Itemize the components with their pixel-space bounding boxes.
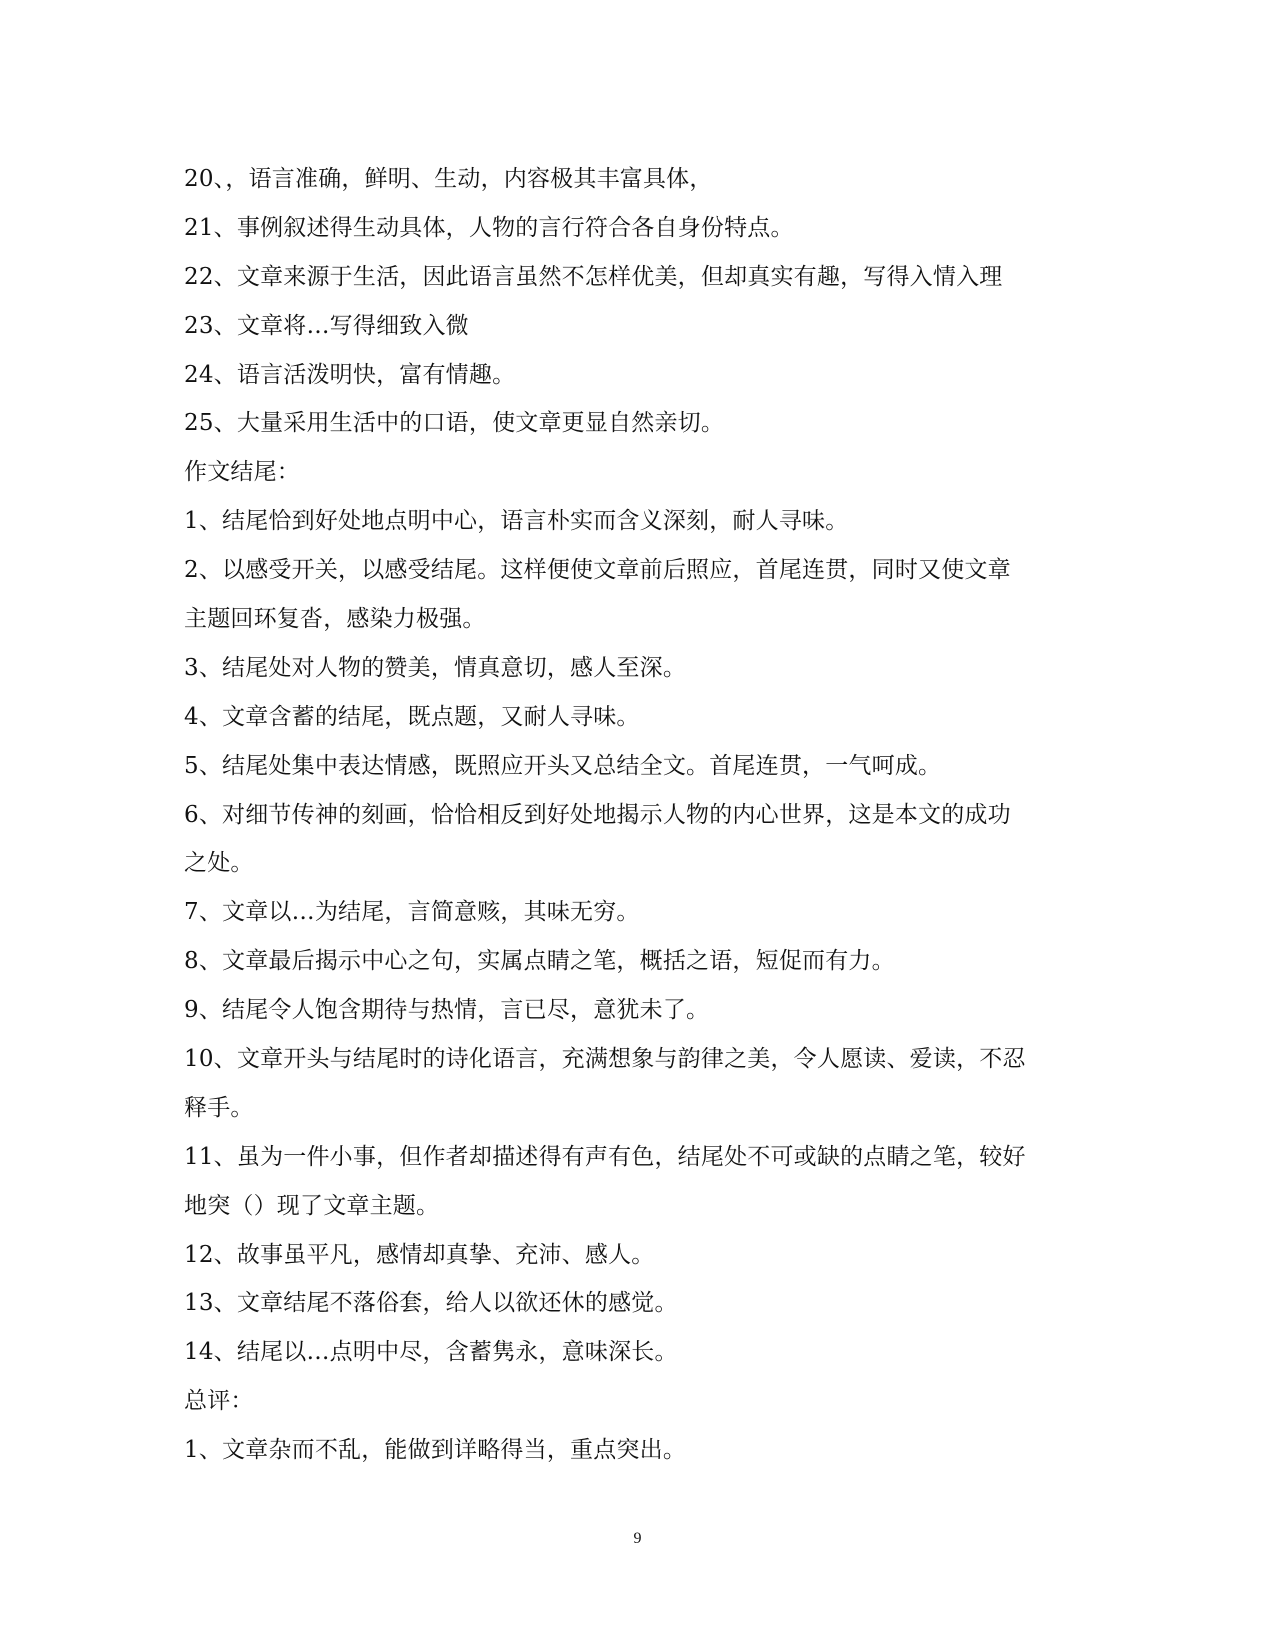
- text-line: 11、虽为一件小事，但作者却描述得有声有色，结尾处不可或缺的点睛之笔，较好: [184, 1143, 1026, 1170]
- section-heading-overall: 总评：: [184, 1388, 254, 1415]
- text-line: 之处。: [184, 850, 254, 877]
- text-line: 10、文章开头与结尾时的诗化语言，充满想象与韵律之美，令人愿读、爱读，不忍: [184, 1046, 1026, 1073]
- text-line: 22、文章来源于生活，因此语言虽然不怎样优美，但却真实有趣，写得入情入理: [184, 263, 1003, 290]
- text-line: 4、文章含蓄的结尾，既点题，又耐人寻味。: [184, 703, 640, 730]
- text-line: 地突（）现了文章主题。: [184, 1192, 440, 1219]
- text-line: 7、文章以…为结尾，言简意赅，其味无穷。: [184, 899, 640, 926]
- text-line: 20、，语言准确，鲜明、生动，内容极其丰富具体，: [184, 166, 713, 192]
- text-line: 释手。: [184, 1094, 254, 1121]
- text-line: 23、文章将…写得细致入微: [184, 312, 469, 339]
- text-line: 3、结尾处对人物的赞美，情真意切，感人至深。: [184, 654, 687, 681]
- text-line: 8、文章最后揭示中心之句，实属点睛之笔，概括之语，短促而有力。: [184, 948, 895, 975]
- text-line: 14、结尾以…点明中尽，含蓄隽永，意味深长。: [184, 1339, 678, 1366]
- text-line: 1、文章杂而不乱，能做到详略得当，重点突出。: [184, 1437, 687, 1464]
- text-line: 1、结尾恰到好处地点明中心，语言朴实而含义深刻，耐人寻味。: [184, 508, 849, 535]
- text-line: 2、以感受开关，以感受结尾。这样便使文章前后照应，首尾连贯，同时又使文章: [184, 557, 1011, 584]
- text-line: 12、故事虽平凡，感情却真挚、充沛、感人。: [184, 1241, 655, 1268]
- section-heading-ending: 作文结尾：: [184, 459, 300, 486]
- page-number: 9: [633, 1530, 642, 1547]
- document-body: [184, 155, 1089, 1475]
- text-line: 9、结尾令人饱含期待与热情，言已尽，意犹未了。: [184, 997, 710, 1024]
- text-line: 25、大量采用生活中的口语，使文章更显自然亲切。: [184, 410, 725, 437]
- text-line: 5、结尾处集中表达情感，既照应开头又总结全文。首尾连贯，一气呵成。: [184, 752, 942, 779]
- text-line: 24、语言活泼明快，富有情趣。: [184, 361, 516, 388]
- text-line: 主题回环复沓，感染力极强。: [184, 606, 486, 633]
- text-line: 13、文章结尾不落俗套，给人以欲还休的感觉。: [184, 1290, 678, 1317]
- text-line: 21、事例叙述得生动具体，人物的言行符合各自身份特点。: [184, 214, 794, 241]
- text-line: 6、对细节传神的刻画，恰恰相反到好处地揭示人物的内心世界，这是本文的成功: [184, 801, 1011, 828]
